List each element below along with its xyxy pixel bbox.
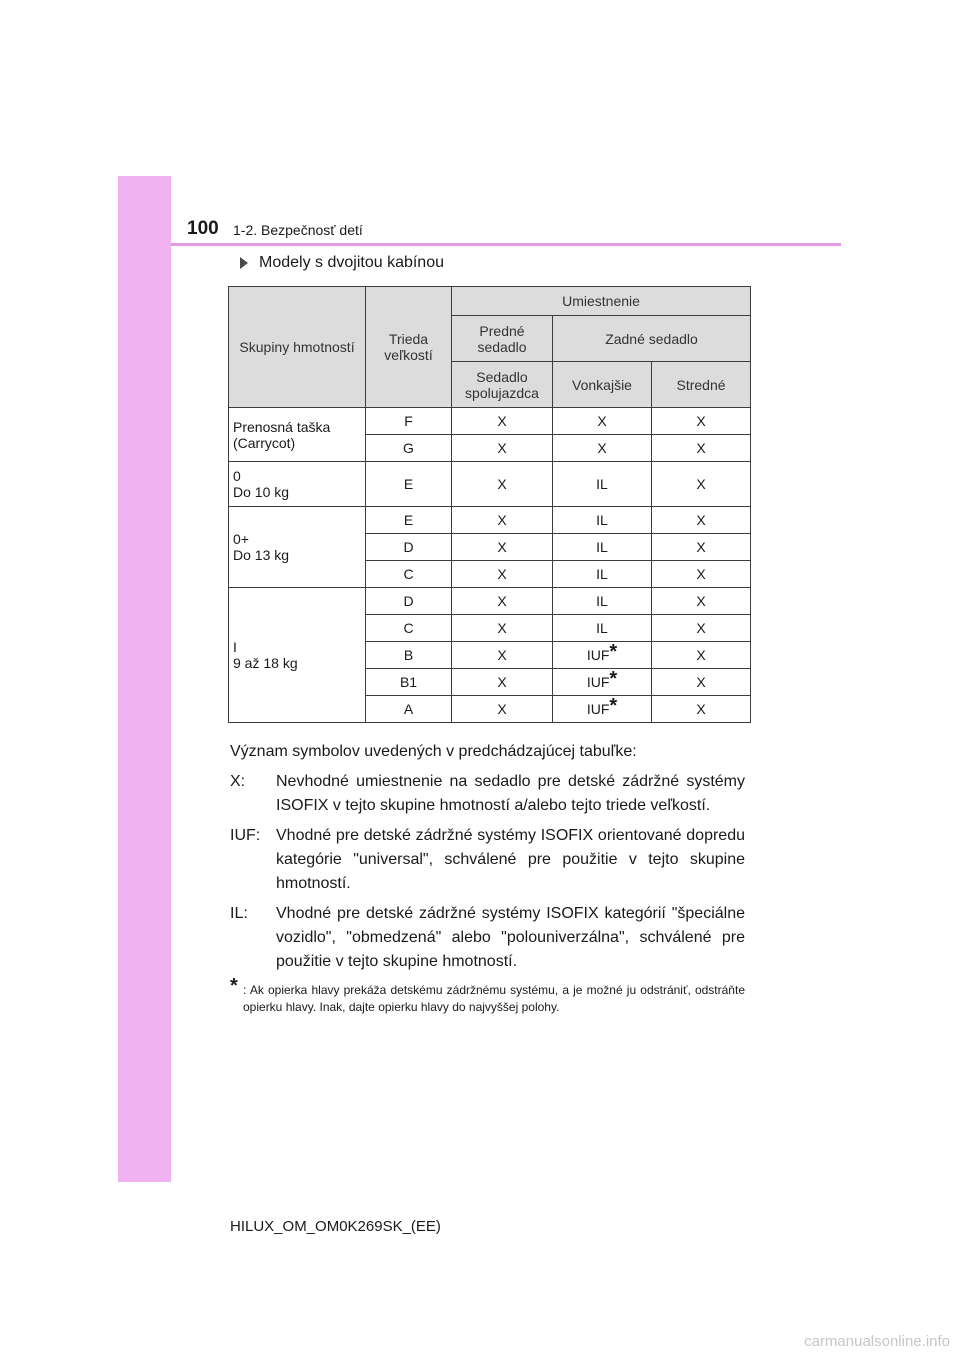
suitability-cell: X xyxy=(452,642,553,669)
suitability-cell: IL xyxy=(553,588,652,615)
header-weight-group: Skupiny hmotností xyxy=(229,287,366,408)
suitability-cell: X xyxy=(452,462,553,507)
legend-item-iuf xyxy=(230,824,745,896)
footnote-asterisk: * xyxy=(230,975,238,997)
asterisk-mark: * xyxy=(609,668,618,690)
size-class-cell: B xyxy=(366,642,452,669)
size-class-cell: D xyxy=(366,588,452,615)
table-row xyxy=(229,408,751,435)
legend-text: Vhodné pre detské zádržné systémy ISOFIX orientované dopredu kategórie "universal", schválené pre použitie v tejto skupine hmotností. xyxy=(276,827,745,892)
suitability-cell: X xyxy=(452,435,553,462)
header-outer: Vonkajšie xyxy=(553,362,652,408)
suitability-cell: X xyxy=(652,615,751,642)
suitability-cell: X xyxy=(452,615,553,642)
size-class-cell: F xyxy=(366,408,452,435)
size-class-cell: B1 xyxy=(366,669,452,696)
weight-group-cell: Prenosná taška (Carrycot) xyxy=(229,408,366,462)
suitability-cell: IUF* xyxy=(553,642,652,669)
suitability-cell: X xyxy=(652,435,751,462)
suitability-cell: X xyxy=(652,561,751,588)
header-rule xyxy=(171,243,841,246)
size-class-cell: C xyxy=(366,615,452,642)
size-class-cell: A xyxy=(366,696,452,723)
suitability-cell: IL xyxy=(553,615,652,642)
page-number: 100 xyxy=(187,218,219,239)
suitability-cell: X xyxy=(553,408,652,435)
suitability-cell: X xyxy=(652,462,751,507)
suitability-cell: X xyxy=(452,408,553,435)
suitability-cell: IL xyxy=(553,462,652,507)
weight-group-cell: I 9 až 18 kg xyxy=(229,588,366,723)
document-code: HILUX_OM_OM0K269SK_(EE) xyxy=(230,1218,441,1235)
suitability-cell: X xyxy=(652,534,751,561)
size-class-cell: G xyxy=(366,435,452,462)
size-class-cell: E xyxy=(366,507,452,534)
suitability-cell: X xyxy=(452,534,553,561)
suitability-cell: X xyxy=(452,507,553,534)
suitability-cell: IUF* xyxy=(553,696,652,723)
legend-key: IUF: xyxy=(230,827,261,844)
asterisk-mark: * xyxy=(609,695,618,717)
suitability-cell: X xyxy=(652,588,751,615)
legend-intro: Význam symbolov uvedených v predchádzajúcej tabuľke: xyxy=(230,743,637,760)
suitability-cell: X xyxy=(452,669,553,696)
section-title: 1-2. Bezpečnosť detí xyxy=(233,222,363,238)
header-size-class: Trieda veľkostí xyxy=(366,287,452,408)
suitability-cell: X xyxy=(452,561,553,588)
suitability-cell: X xyxy=(652,507,751,534)
legend xyxy=(230,740,745,1016)
suitability-cell: IUF* xyxy=(553,669,652,696)
suitability-cell: IL xyxy=(553,534,652,561)
suitability-cell: X xyxy=(553,435,652,462)
suitability-cell: IL xyxy=(553,561,652,588)
watermark: carmanualsonline.info xyxy=(804,1333,950,1350)
suitability-cell: X xyxy=(652,408,751,435)
header-middle: Stredné xyxy=(652,362,751,408)
legend-text: Nevhodné umiestnenie na sedadlo pre detské zádržné systémy ISOFIX v tejto skupine hmotností a/alebo tejto triede veľkostí. xyxy=(276,773,745,814)
suitability-cell: IL xyxy=(553,507,652,534)
suitability-cell: X xyxy=(652,669,751,696)
side-color-bar xyxy=(118,176,171,1182)
legend-key: IL: xyxy=(230,905,248,922)
size-class-cell: D xyxy=(366,534,452,561)
seat-suitability-table xyxy=(228,286,751,723)
footnote-text: : Ak opierka hlavy prekáža detskému zádržnému systému, a je možné ju odstrániť, odstráňte opierku hlavy. Inak, dajte opierku hlavy do najvyššej polohy. xyxy=(243,983,745,1014)
legend-key: X: xyxy=(230,773,246,790)
table-row xyxy=(229,462,751,507)
size-class-cell: E xyxy=(366,462,452,507)
suitability-cell: X xyxy=(652,642,751,669)
weight-group-cell: 0 Do 10 kg xyxy=(229,462,366,507)
size-class-cell: C xyxy=(366,561,452,588)
subheading-text: Modely s dvojitou kabínou xyxy=(259,254,444,271)
header-front-seat: Predné sedadlo xyxy=(452,316,553,362)
legend-item-x xyxy=(230,770,745,818)
asterisk-mark: * xyxy=(609,641,618,663)
weight-group-cell: 0+ Do 13 kg xyxy=(229,507,366,588)
header-passenger-seat: Sedadlo spolujazdca xyxy=(452,362,553,408)
header-rear-seat: Zadné sedadlo xyxy=(553,316,751,362)
table-row xyxy=(229,507,751,534)
legend-item-il xyxy=(230,902,745,974)
header-placement: Umiestnenie xyxy=(452,287,751,316)
suitability-cell: X xyxy=(452,696,553,723)
table-row xyxy=(229,588,751,615)
subheading xyxy=(240,254,444,272)
suitability-cell: X xyxy=(452,588,553,615)
triangle-bullet-icon xyxy=(240,257,248,269)
footnote xyxy=(230,975,745,1016)
legend-text: Vhodné pre detské zádržné systémy ISOFIX kategórií "špeciálne vozidlo", "obmedzená" alebo "polouniverzálna", schválené pre použitie v tejto skupine hmotností. xyxy=(276,905,745,970)
suitability-cell: X xyxy=(652,696,751,723)
